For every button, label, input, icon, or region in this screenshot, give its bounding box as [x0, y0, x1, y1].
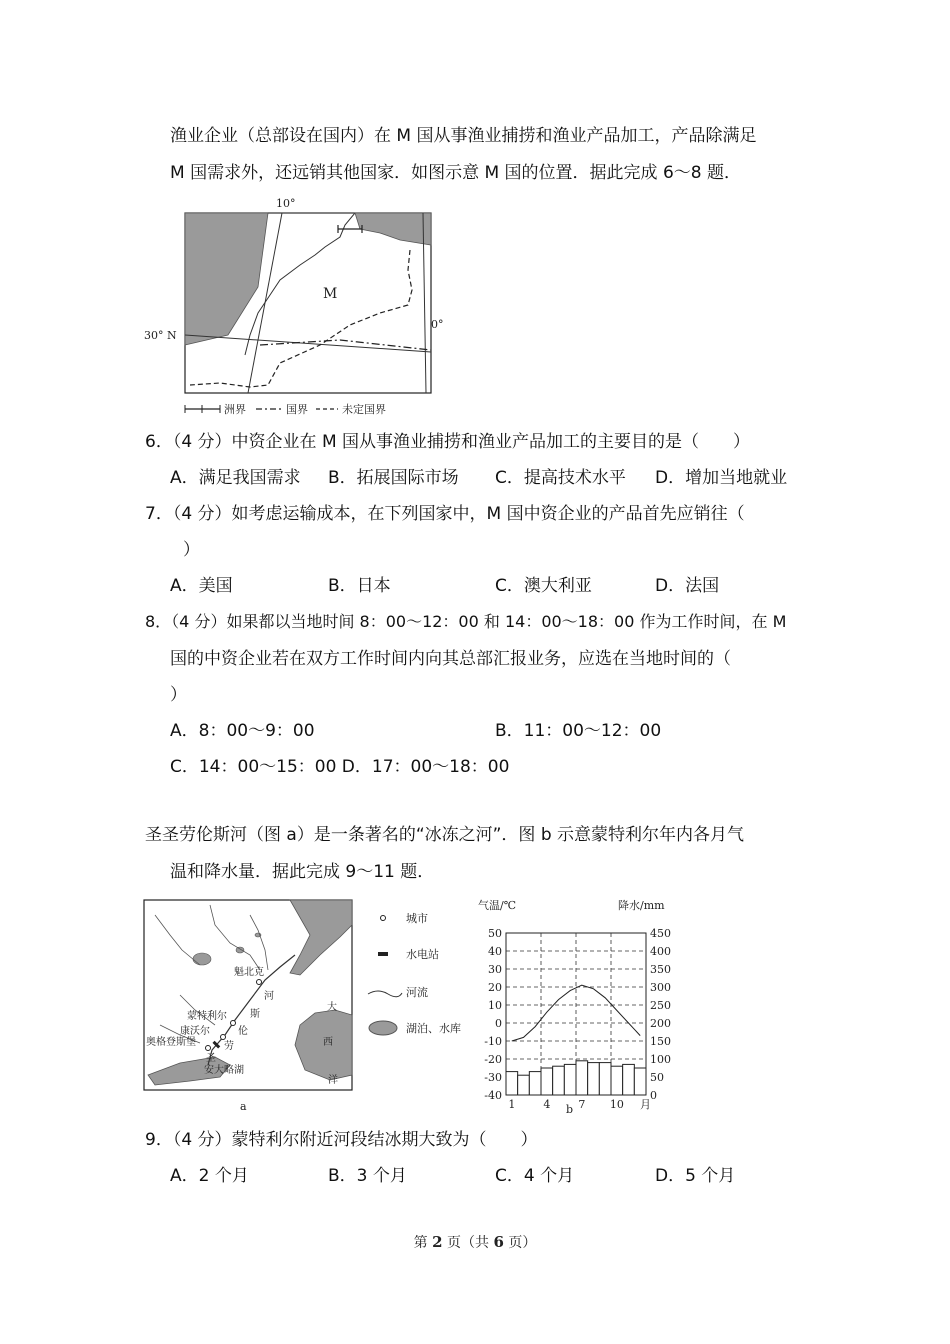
y-right-tick: 350	[650, 963, 671, 976]
river-char-1: 河	[264, 991, 274, 1002]
legend-river: 河流	[406, 986, 428, 999]
y-right-tick: 450	[650, 927, 671, 940]
country-label: M	[323, 286, 338, 302]
footer-suffix: 页）	[503, 1235, 537, 1251]
city-quebec: 魁北克	[234, 967, 264, 978]
legend-hydro: 水电站	[406, 948, 439, 961]
ocean-char-2: 西	[323, 1037, 333, 1048]
y-left-tick: 40	[488, 945, 502, 958]
river-char-3: 伦	[238, 1026, 248, 1037]
climate-chart-montreal	[470, 895, 680, 1120]
ocean-char-1: 大	[327, 1002, 337, 1013]
precip-bar	[634, 1068, 646, 1095]
precip-bar	[576, 1061, 588, 1095]
precip-bar	[611, 1066, 623, 1095]
city-montreal: 蒙特利尔	[187, 1011, 227, 1022]
intro1-line2: M 国需求外，还远销其他国家．如图示意 M 国的位置．据此完成 6～8 题．	[170, 163, 741, 183]
footer-mid: 页（共	[442, 1235, 494, 1251]
lon10-label: 10°	[276, 197, 296, 210]
y-left-tick: 10	[488, 999, 502, 1012]
legend-city: 城市	[406, 912, 428, 925]
precip-bar	[623, 1064, 635, 1095]
q7-option-a[interactable]: A．美国	[170, 576, 233, 596]
q9-stem: 9．（4 分）蒙特利尔附近河段结冰期大致为（ ）	[145, 1130, 538, 1150]
x-unit: 月	[640, 1098, 651, 1111]
precip-bar	[541, 1068, 553, 1095]
intro1-line1: 渔业企业（总部设在国内）在 M 国从事渔业捕捞和渔业产品加工，产品除满足	[170, 126, 757, 146]
q8-line1: 8．（4 分）如果都以当地时间 8：00～12：00 和 14：00～18：00 作为工作时间，在 M	[145, 612, 787, 631]
q6-stem: 6．（4 分）中资企业在 M 国从事渔业捕捞和渔业产品加工的主要目的是（ ）	[145, 432, 751, 452]
q8-line2: 国的中资企业若在双方工作时间内向其总部汇报业务，应选在当地时间的（	[170, 649, 731, 669]
y-right-tick: 100	[650, 1053, 671, 1066]
precip-bar	[588, 1063, 600, 1095]
footer-page: 2	[432, 1233, 443, 1251]
y-right-tick: 0	[650, 1089, 657, 1102]
x-tick: 7	[578, 1098, 586, 1111]
precip-bar	[564, 1064, 576, 1095]
q6-option-d[interactable]: D．增加当地就业	[655, 468, 788, 488]
precip-bar	[518, 1075, 530, 1095]
x-tick: 4	[543, 1098, 551, 1111]
y-right-label: 降水/mm	[618, 899, 665, 912]
precip-bar	[553, 1066, 565, 1095]
map-st-lawrence	[140, 895, 475, 1120]
q7-option-c[interactable]: C．澳大利亚	[495, 576, 592, 596]
ocean-char-3: 洋	[328, 1075, 338, 1086]
q7-stem: 7．（4 分）如考虑运输成本，在下列国家中，M 国中资企业的产品首先应销往（	[145, 504, 745, 524]
river-char-2: 斯	[250, 1009, 260, 1020]
q9-option-a[interactable]: A．2 个月	[170, 1166, 249, 1186]
legend-undefined: 未定国界	[342, 403, 386, 416]
y-right-tick: 200	[650, 1017, 671, 1030]
q7-option-b[interactable]: B．日本	[328, 576, 391, 596]
river-char-4: 劳	[224, 1041, 234, 1052]
lake-ontario-label: 安大略湖	[204, 1065, 244, 1076]
y-right-tick: 50	[650, 1071, 664, 1084]
q8-option-b[interactable]: B．11：00～12：00	[495, 721, 662, 741]
precip-bar	[506, 1072, 518, 1095]
y-right-tick: 300	[650, 981, 671, 994]
q9-option-c[interactable]: C．4 个月	[495, 1166, 575, 1186]
precip-bar	[529, 1072, 541, 1095]
q8-line3: ）	[170, 685, 187, 705]
q9-option-b[interactable]: B．3 个月	[328, 1166, 407, 1186]
q7-stem2: ）	[183, 540, 200, 560]
q8-option-a[interactable]: A．8：00～9：00	[170, 721, 315, 741]
lon0-label: 0°	[431, 318, 444, 331]
precip-bar	[599, 1063, 611, 1095]
x-tick: 10	[609, 1098, 624, 1111]
q6-option-a[interactable]: A．满足我国需求	[170, 468, 301, 488]
intro2-line2: 温和降水量．据此完成 9～11 题．	[170, 862, 435, 882]
legend-border: 国界	[286, 403, 308, 416]
y-left-tick: -10	[484, 1035, 502, 1048]
city-ogdensburg: 奥格登斯堡	[146, 1037, 196, 1048]
q9-option-d[interactable]: D．5 个月	[655, 1166, 736, 1186]
x-tick: 1	[508, 1098, 516, 1111]
intro2-line1: 圣圣劳伦斯河（图 a）是一条著名的“冰冻之河”．图 b 示意蒙特利尔年内各月气	[145, 825, 745, 845]
city-kingston: 康沃尔	[180, 1026, 210, 1037]
y-left-tick: -20	[484, 1053, 502, 1066]
y-right-tick: 400	[650, 945, 671, 958]
river-char-5: 圣	[206, 1053, 216, 1064]
lat30-label: 30° N	[144, 329, 177, 342]
legend-continent: 洲界	[224, 403, 246, 416]
q7-option-d[interactable]: D．法国	[655, 576, 720, 596]
y-left-tick: 0	[495, 1017, 502, 1030]
y-left-tick: 30	[488, 963, 502, 976]
map-a-caption: a	[240, 1100, 247, 1113]
y-left-tick: 20	[488, 981, 502, 994]
y-right-tick: 250	[650, 999, 671, 1012]
q6-option-b[interactable]: B．拓展国际市场	[328, 468, 459, 488]
y-left-label: 气温/℃	[478, 899, 517, 912]
footer-total: 6	[493, 1233, 504, 1251]
footer-prefix: 第	[413, 1235, 433, 1251]
q8-option-cd[interactable]: C．14：00～15：00 D．17：00～18：00	[170, 757, 510, 777]
q6-option-c[interactable]: C．提高技术水平	[495, 468, 626, 488]
y-right-tick: 150	[650, 1035, 671, 1048]
y-left-tick: -30	[484, 1071, 502, 1084]
chart-b-caption: b	[566, 1103, 574, 1116]
legend-lake: 湖泊、水库	[406, 1022, 461, 1035]
y-left-tick: 50	[488, 927, 502, 940]
y-left-tick: -40	[484, 1089, 502, 1102]
map-m-country	[140, 195, 444, 420]
page-footer	[0, 1232, 950, 1252]
